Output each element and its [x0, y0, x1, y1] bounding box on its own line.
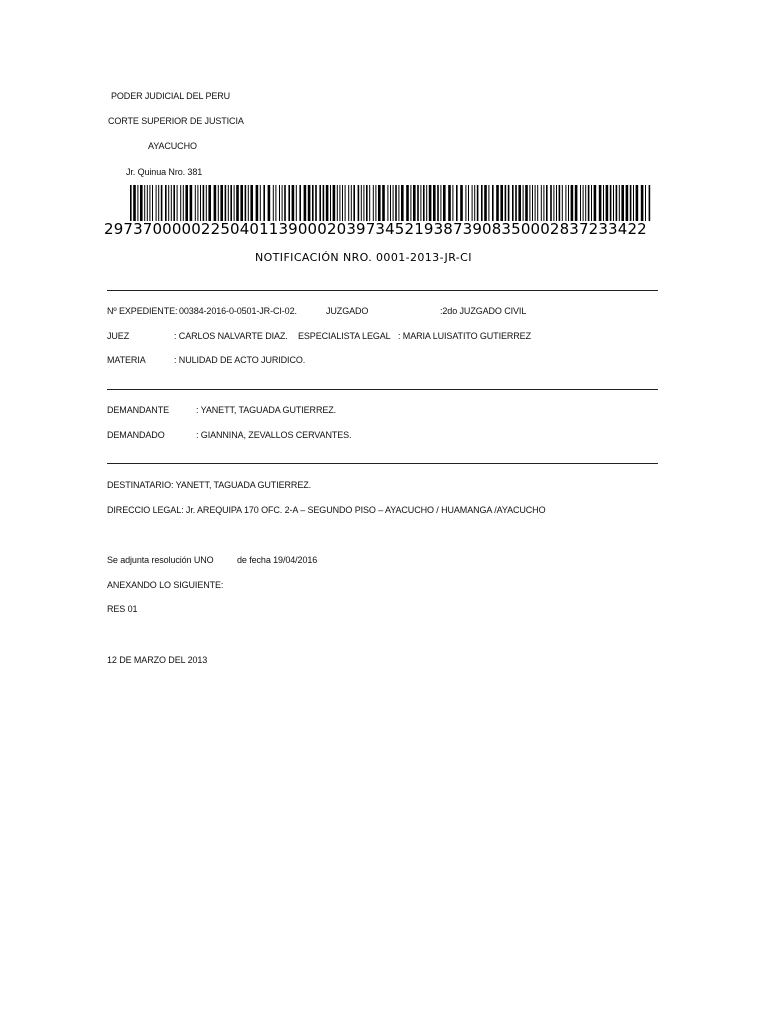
res-item: RES 01: [107, 604, 138, 614]
resolucion-adjunta: Se adjunta resolución UNO: [107, 555, 214, 565]
materia-value: : NULIDAD DE ACTO JURIDICO.: [174, 355, 306, 365]
especialista-value: : MARIA LUISATITO GUTIERREZ: [398, 331, 531, 341]
notification-title: NOTIFICACIÓN NRO. 0001-2013-JR-CI: [255, 251, 472, 264]
demandante-label: DEMANDANTE: [107, 405, 170, 415]
divider-3: [107, 463, 658, 464]
institution-name: PODER JUDICIAL DEL PERU: [111, 91, 231, 101]
especialista-label: ESPECIALISTA LEGAL: [298, 331, 391, 341]
expediente-label: Nº EXPEDIENTE:: [107, 306, 178, 316]
demandado-value: : GIANNINA, ZEVALLOS CERVANTES.: [196, 430, 352, 440]
resolucion-fecha: de fecha 19/04/2016: [237, 555, 318, 565]
anexando-label: ANEXANDO LO SIGUIENTE:: [107, 580, 224, 590]
juzgado-label: JUZGADO: [326, 306, 369, 316]
juez-label: JUEZ: [107, 331, 130, 341]
divider-1: [107, 290, 658, 291]
expediente-value: 00384-2016-0-0501-JR-CI-02.: [179, 306, 297, 316]
barcode-number: 29737000002250401139000203973452193873908350002837233422: [104, 220, 647, 238]
direccion-legal: DIRECCIO LEGAL: Jr. AREQUIPA 170 OFC. 2-A – SEGUNDO PISO – AYACUCHO / HUAMANGA /AYACUCHO: [107, 505, 546, 515]
juez-value: : CARLOS NALVARTE DIAZ.: [174, 331, 288, 341]
destinatario: DESTINATARIO: YANETT, TAGUADA GUTIERREZ.: [107, 480, 312, 490]
demandado-label: DEMANDADO: [107, 430, 165, 440]
document-date: 12 DE MARZO DEL 2013: [107, 655, 208, 665]
juzgado-value: :2do JUZGADO CIVIL: [440, 306, 527, 316]
court-name: CORTE SUPERIOR DE JUSTICIA: [108, 116, 244, 126]
divider-2: [107, 389, 658, 390]
court-city: AYACUCHO: [148, 141, 197, 151]
materia-label: MATERIA: [107, 355, 146, 365]
court-address: Jr. Quinua Nro. 381: [126, 167, 203, 177]
barcode: [130, 185, 652, 221]
demandante-value: : YANETT, TAGUADA GUTIERREZ.: [196, 405, 337, 415]
